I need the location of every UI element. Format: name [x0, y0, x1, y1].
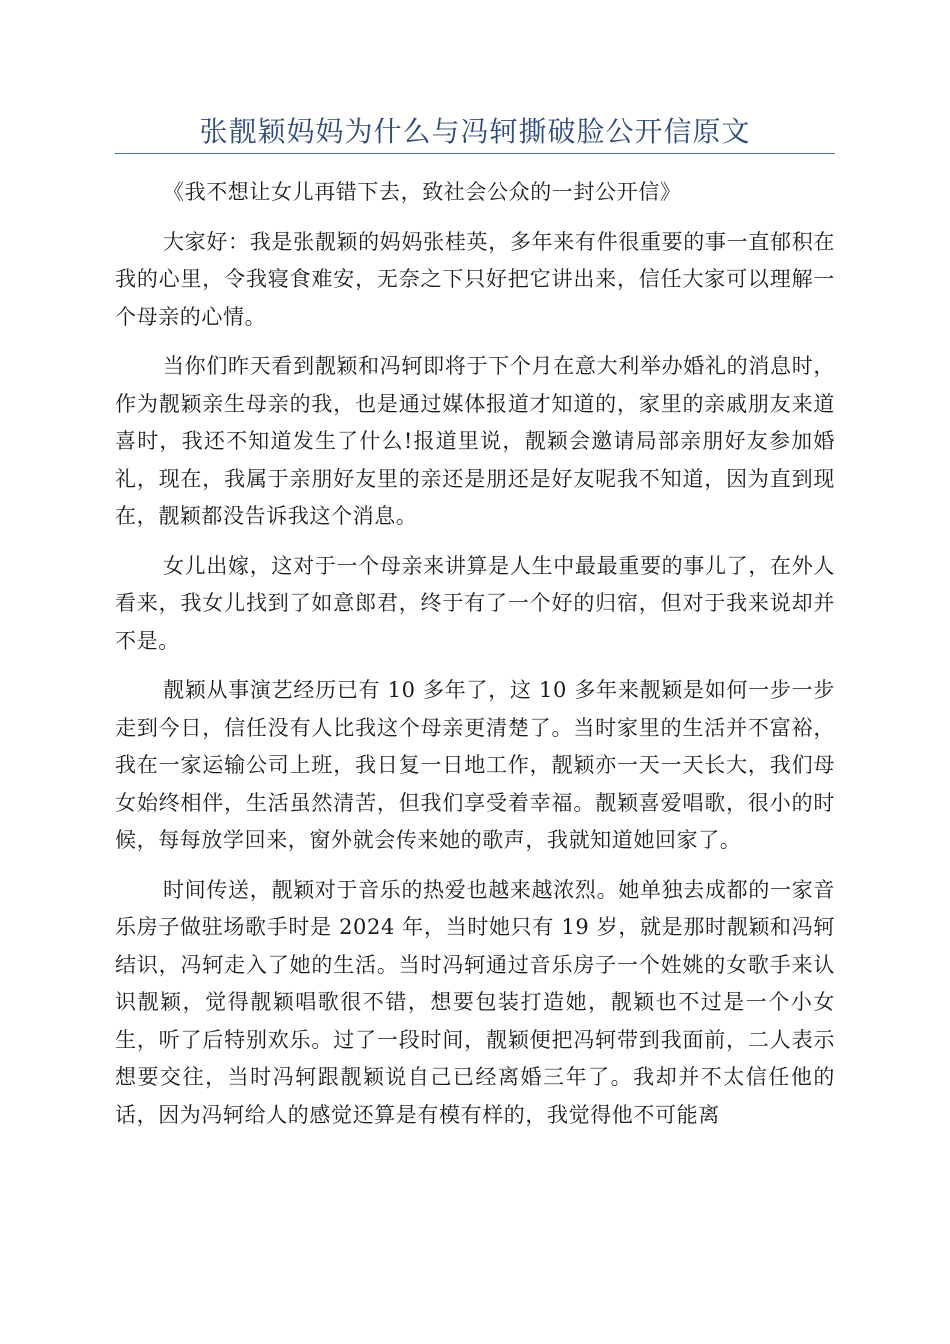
- paragraph: 女儿出嫁，这对于一个母亲来讲算是人生中最最重要的事儿了，在外人看来，我女儿找到了如意郎君，终于有了一个好的归宿，但对于我来说却并不是。: [115, 553, 835, 653]
- letter-subtitle: 《我不想让女儿再错下去，致社会公众的一封公开信》: [163, 180, 682, 204]
- title-underline: [115, 153, 835, 154]
- document-title: 张靓颖妈妈为什么与冯轲撕破脸公开信原文: [199, 115, 751, 148]
- document-body: [115, 174, 835, 1146]
- paragraph: 大家好：我是张靓颖的妈妈张桂英，多年来有件很重要的事一直郁积在我的心里，令我寝食难安，无奈之下只好把它讲出来，信任大家可以理解一个母亲的心情。: [115, 229, 835, 329]
- paragraph: 靓颖从事演艺经历已有 10 多年了，这 10 多年来靓颖是如何一步一步走到今日，信任没有人比我这个母亲更清楚了。当时家里的生活并不富裕，我在一家运输公司上班，我日复一日地工作，靓颖亦一天一天长大，我们母女始终相伴，生活虽然清苦，但我们享受着幸福。靓颖喜爱唱歌，很小的时候，每每放学回来，窗外就会传来她的歌声，我就知道她回家了。: [115, 678, 835, 852]
- paragraph: 时间传送，靓颖对于音乐的热爱也越来越浓烈。她单独去成都的一家音乐房子做驻场歌手时是 2024 年，当时她只有 19 岁，就是那时靓颖和冯轲结识，冯轲走入了她的生活。当时冯轲通过音乐房子一个姓姚的女歌手来认识靓颖，觉得靓颖唱歌很不错，想要包装打造她，靓颖也不过是一个小女生，听了后特别欢乐。过了一段时间，靓颖便把冯轲带到我面前，二人表示想要交往，当时冯轲跟靓颖说自己已经离婚三年了。我却并不太信任他的话，因为冯轲给人的感觉还算是有模有样的，我觉得他不可能离: [115, 877, 835, 1127]
- paragraph: 当你们昨天看到靓颖和冯轲即将于下个月在意大利举办婚礼的消息时，作为靓颖亲生母亲的我，也是通过媒体报道才知道的，家里的亲戚朋友来道喜时，我还不知道发生了什么!报道里说，靓颖会邀请局部亲朋好友参加婚礼，现在，我属于亲朋好友里的亲还是朋还是好友呢我不知道，因为直到现在，靓颖都没告诉我这个消息。: [115, 354, 835, 528]
